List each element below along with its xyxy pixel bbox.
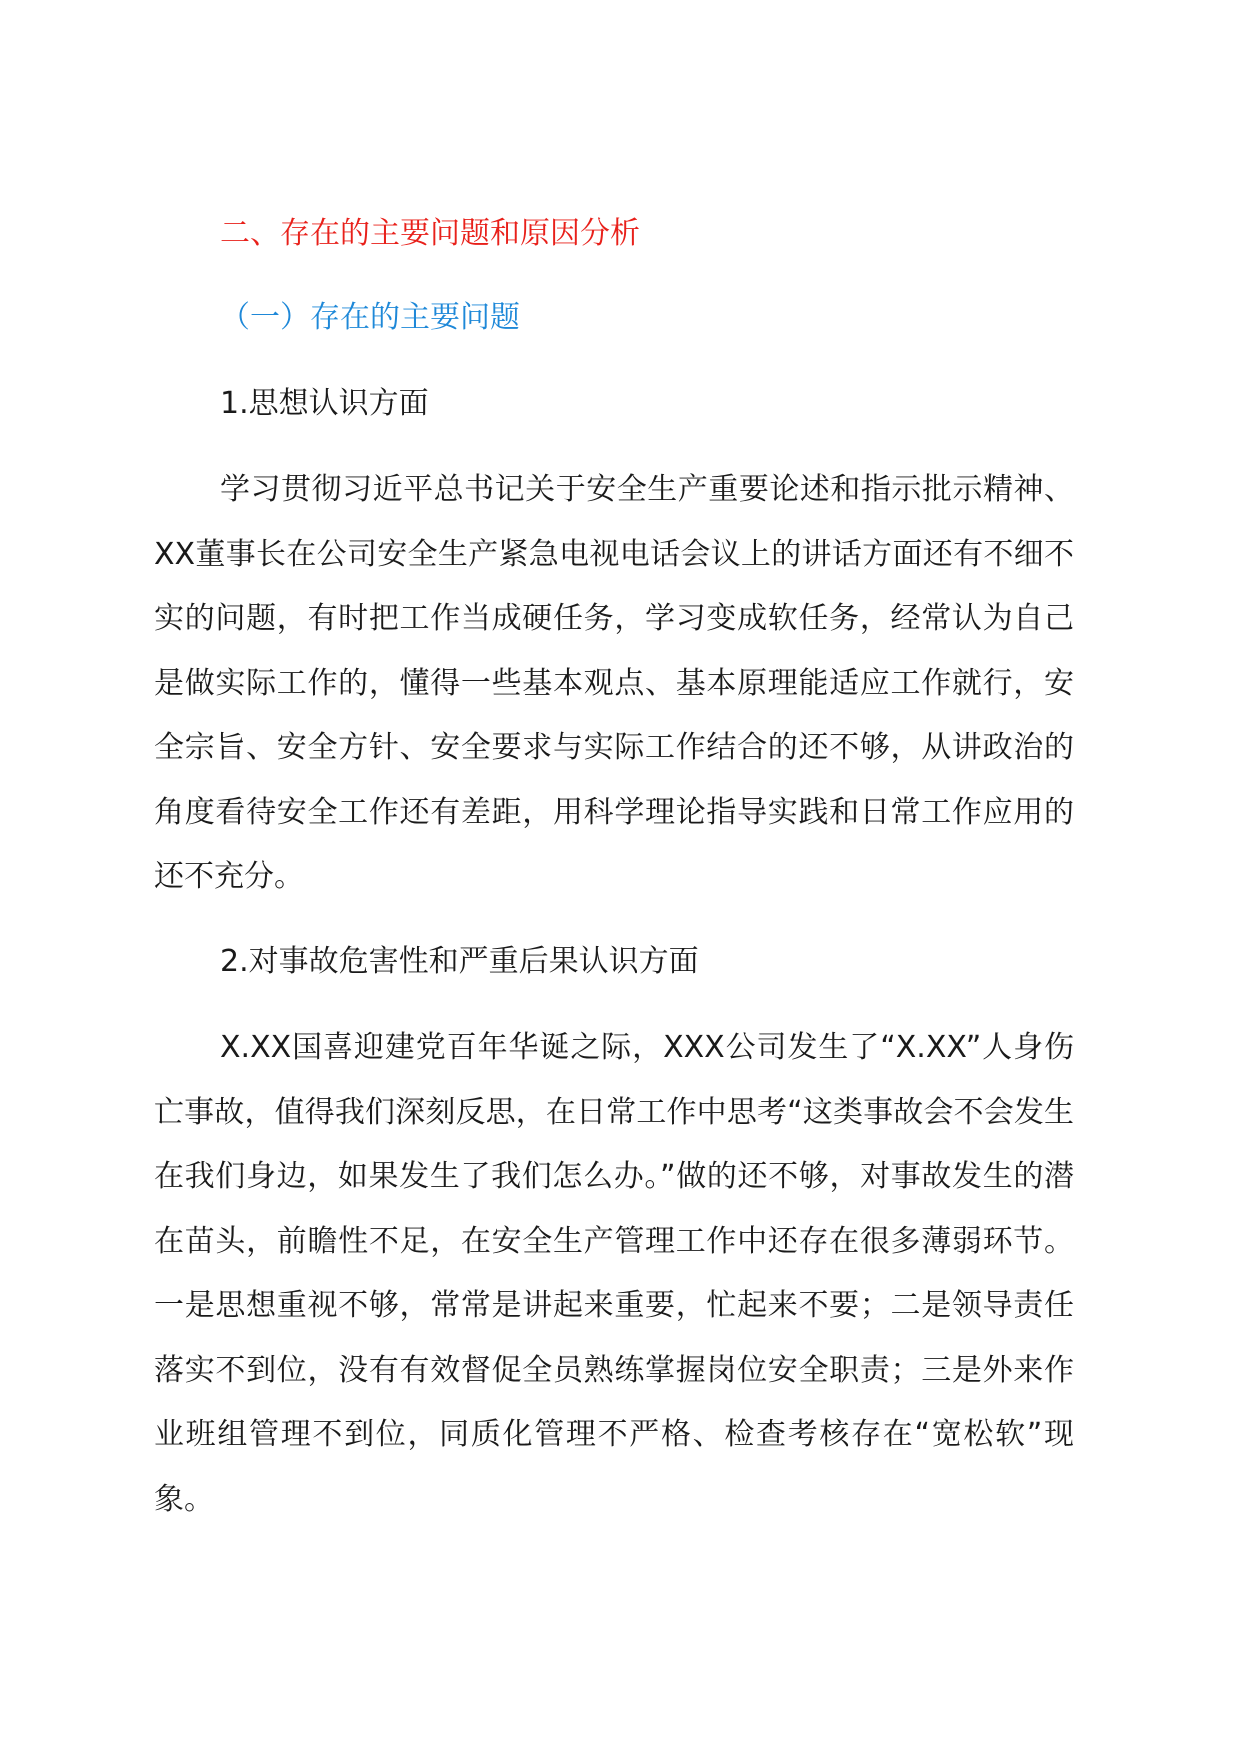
item-paragraph-1: 学习贯彻习近平总书记关于安全生产重要论述和指示批示精神、XX董事长在公司安全生产紧急电视电话会议上的讲话方面还有不细不实的问题，有时把工作当成硬任务，学习变成软任务，经常认为自己是做实际工作的，懂得一些基本观点、基本原理能适应工作就行，安全宗旨、安全方针、安全要求与实际工作结合的还不够，从讲政治的角度看待安全工作还有差距，用科学理论指导实践和日常工作应用的还不充分。 (154, 472, 1074, 894)
section-title: 二、存在的主要问题和原因分析 (220, 216, 640, 251)
section-subtitle: （一）存在的主要问题 (220, 300, 520, 335)
item-heading-2: 2.对事故危害性和严重后果认识方面 (220, 944, 699, 979)
item-heading-1: 1.思想认识方面 (220, 386, 429, 421)
item-paragraph-2: X.XX国喜迎建党百年华诞之际，XXX公司发生了“X.XX”人身伤亡事故，值得我们深刻反思，在日常工作中思考“这类事故会不会发生在我们身边，如果发生了我们怎么办。”做的还不够，对事故发生的潜在苗头，前瞻性不足，在安全生产管理工作中还存在很多薄弱环节。一是思想重视不够，常常是讲起来重要，忙起来不要；二是领导责任落实不到位，没有有效督促全员熟练掌握岗位安全职责；三是外来作业班组管理不到位，同质化管理不严格、检查考核存在“宽松软”现象。 (154, 1030, 1074, 1517)
